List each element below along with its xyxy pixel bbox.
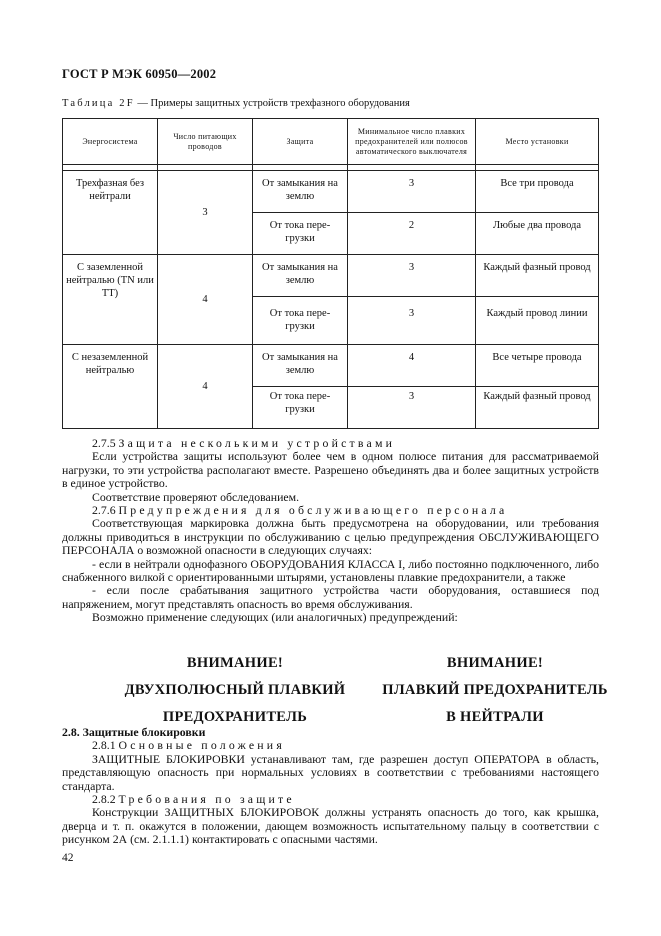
section-2-8-1-title: Основные положения [118,738,285,753]
cell-system: С незаземленной нейтралью [63,345,158,429]
document-header: ГОСТ Р МЭК 60950—2002 [62,67,217,81]
table-caption-label: Таблица 2F [62,98,135,109]
warning-right [375,650,615,731]
cell-min: 3 [348,171,476,213]
page-number: 42 [62,852,74,864]
section-2-8-1-number: 2.8.1 [92,738,119,753]
paragraph: Если устройства защиты используют более чем в одном полюсе питания для рассматриваемой нагрузки, то эти устройства располагают вместе. Разрешено объединять два и более защитных устройств в единое устройство. [62,449,599,491]
section-2-8-1-heading [62,739,599,752]
table-caption-text: — Примеры защитных устройств трехфазного оборудования [134,98,410,109]
cell-place: Любые два провода [476,213,599,255]
table-header-row [63,119,599,165]
section-2-8 [62,726,599,847]
cell-min: 3 [348,255,476,297]
section-2-7-5-number: 2.7.5 [92,436,119,450]
warning-line: ПРЕДОХРАНИТЕЛЬ [162,709,308,725]
col-header-place: Место установки [476,119,599,165]
paragraph: Конструкции ЗАЩИТНЫХ БЛОКИРОВОК должны устранять опасность до того, как крышка, дверца и т. п. окажутся в положении, дающем возможность испытательному пальцу в соответствии с рисунком 2А (см. 2.1.1.1) контактировать с опасными частями. [62,805,599,847]
cell-protection: От замыкания на землю [253,345,348,387]
paragraph: ЗАЩИТНЫЕ БЛОКИРОВКИ устанавливают там, где разрешен доступ ОПЕРАТОРА в область, представляющую опасность при нормальных условиях в соответствии с требованиями настоящего стандарта. [62,751,599,793]
col-header-protection: Защита [253,119,348,165]
cell-place: Каждый провод линии [476,297,599,345]
cell-min: 3 [348,297,476,345]
section-2-7-6-number: 2.7.6 [92,503,119,518]
warning-line: В НЕЙТРАЛИ [446,709,544,725]
protection-devices-table [62,118,599,429]
cell-protection: От тока пере-грузки [253,387,348,429]
table-row [63,345,599,387]
section-2-7-6-title: Предупреждения для обслуживающего персонала [118,503,508,518]
cell-wires: 3 [158,171,253,255]
section-2-8-2-heading [62,793,599,806]
paragraph: Соответствие проверяют обследованием. [92,489,300,504]
section-2-7-5-7-6 [62,437,599,625]
table-caption [62,98,410,109]
col-header-system: Энергосистема [63,119,158,165]
col-header-min-fuses: Минимальное число плавких предохранителей или полюсов автоматического выключателя [348,119,476,165]
cell-protection: От тока пере-грузки [253,213,348,255]
table-row [63,171,599,213]
warning-left [100,650,370,731]
cell-wires: 4 [158,345,253,429]
section-2-7-5-title: Защита несколькими устройствами [118,436,396,450]
cell-wires: 4 [158,255,253,345]
warning-line: ПЛАВКИЙ ПРЕДОХРАНИТЕЛЬ [382,682,608,698]
warning-line: ВНИМАНИЕ! [446,655,544,671]
section-2-8-2-title: Требования по защите [118,792,295,807]
cell-place: Каждый фазный провод [476,255,599,297]
paragraph: - если после срабатывания защитного устройства части оборудования, оставшиеся под напряжением, могут представлять опасность во время обслуживания. [62,583,599,611]
cell-min: 4 [348,345,476,387]
cell-system: С заземленной нейтралью (TN или ТТ) [63,255,158,345]
section-2-8-2-number: 2.8.2 [92,792,119,807]
cell-place: Все три провода [476,171,599,213]
section-2-7-6-heading [62,504,599,517]
section-2-7-5-heading [62,437,599,450]
cell-min: 3 [348,387,476,429]
cell-place: Каждый фазный провод [476,387,599,429]
cell-system: Трехфазная без нейтрали [63,171,158,255]
warning-line: ВНИМАНИЕ! [186,655,284,671]
section-2-8-title: 2.8. Защитные блокировки [62,725,206,739]
paragraph: - если в нейтрали однофазного ОБОРУДОВАНИЯ КЛАССА I, либо постоянно подключенного, либо снабженного вилкой с ориентированными штырями, установлены плавкие предохранители, а также [62,556,599,585]
cell-protection: От замыкания на землю [253,171,348,213]
cell-protection: От замыкания на землю [253,255,348,297]
warning-line: ДВУХПОЛЮСНЫЙ ПЛАВКИЙ [124,682,346,698]
cell-min: 2 [348,213,476,255]
col-header-wires: Число питающих проводов [158,119,253,165]
cell-place: Все четыре провода [476,345,599,387]
table-row [63,255,599,297]
paragraph: Возможно применение следующих (или аналогичных) предупреждений: [92,610,458,625]
paragraph: Соответствующая маркировка должна быть предусмотрена на оборудовании, или требования должны приводиться в инструкции по обслуживанию с целью предупреждения ОБСЛУЖИВАЮЩЕГО ПЕРСОНАЛА о возможной опасности в следующих случаях: [62,516,599,558]
cell-protection: От тока пере-грузки [253,297,348,345]
